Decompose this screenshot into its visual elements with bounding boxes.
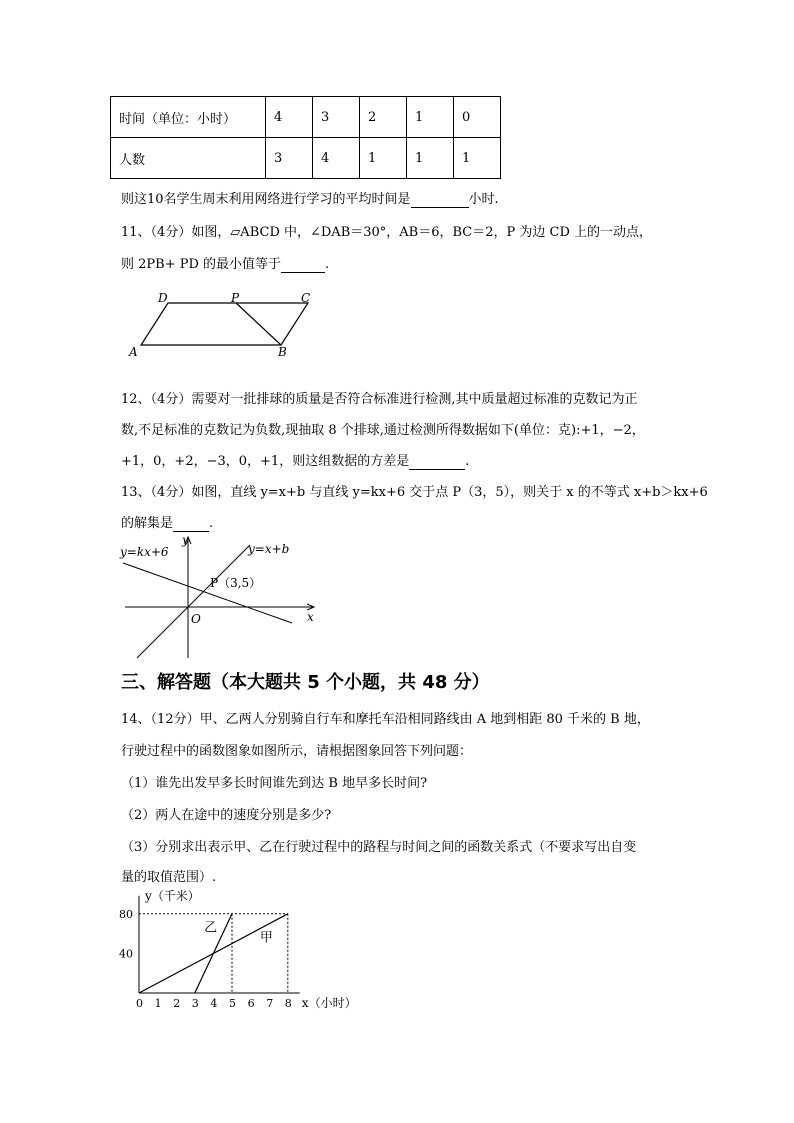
section-heading: 三、解答题（本大题共 5 个小题，共 48 分） (121, 672, 490, 693)
label-c: C (301, 291, 311, 305)
y-tick-label: 40 (119, 947, 133, 961)
origin-label: O (191, 612, 201, 626)
q11-end: . (325, 257, 330, 272)
table-cell: 时间（单位：小时） (111, 97, 266, 138)
table-cell: 人数 (111, 138, 266, 179)
q10-text: 则这10名学生周末利用网络进行学习的平均时间是 (121, 192, 411, 207)
x-tick-label: 4 (210, 997, 218, 1010)
question-10-tail (121, 188, 499, 208)
question-14-line1: 14、（12分）甲、乙两人分别骑自行车和摩托车沿相同路线由 A 地到相距 80 千米的 B 地， (121, 712, 650, 727)
q13-end: . (209, 516, 214, 531)
table-cell: 4 (266, 97, 313, 138)
line-x-plus-b (137, 545, 250, 658)
question-14-line2: 行驶过程中的函数图象如图所示，请根据图象回答下列问题： (121, 744, 473, 759)
q10-suffix: 小时. (468, 192, 499, 207)
series-label: 乙 (204, 920, 218, 936)
table-cell: 1 (454, 138, 501, 179)
question-12-line1: 12、（4分）需要对一批排球的质量是否符合标准进行检测,其中质量超过标准的克数记为正 (121, 392, 638, 407)
answer-blank (281, 257, 325, 273)
x-tick-label: 7 (266, 997, 274, 1010)
x-tick-label: 2 (173, 997, 181, 1010)
table-cell: 1 (407, 138, 454, 179)
x-tick-label: 0 (136, 997, 143, 1010)
q12-end: . (465, 454, 470, 469)
x-axis-title: x（小时） (301, 996, 357, 1010)
label-d: D (158, 291, 168, 305)
line-label-kx6: y=kx+6 (120, 545, 169, 559)
parallelogram-figure (120, 290, 320, 362)
table-row (111, 138, 501, 179)
table-cell: 3 (266, 138, 313, 179)
table-cell: 3 (313, 97, 360, 138)
y-tick-label: 80 (119, 907, 133, 921)
x-tick-label: 6 (247, 997, 255, 1010)
question-14-sub3a: （3）分别求出表示甲、乙在行驶过程中的路程与时间之间的函数关系式（不要求写出自变 (121, 840, 637, 855)
question-12-line2: 数,不足标准的克数记为负数,现抽取 8 个排球,通过检测所得数据如下(单位：克):+1，−2， (121, 423, 645, 438)
question-11-line1: 11、（4分）如图，▱ABCD 中，∠DAB＝30°，AB＝6，BC＝2，P 为边 CD 上的一动点， (121, 225, 653, 240)
question-14-sub1: （1）谁先出发早多长时间谁先到达 B 地早多长时间? (121, 776, 428, 791)
answer-blank (409, 454, 465, 470)
x-tick-label: 1 (154, 997, 162, 1010)
question-12-line3 (121, 450, 469, 470)
x-tick-label: 3 (191, 997, 199, 1010)
answer-blank (411, 192, 469, 208)
label-b: B (278, 345, 287, 359)
question-14-sub3b: 量的取值范围）. (121, 870, 217, 885)
table-cell: 4 (313, 138, 360, 179)
y-axis-title: y（千米） (145, 889, 200, 903)
table-row (111, 97, 501, 138)
table-cell: 1 (360, 138, 407, 179)
point-p-label: P（3,5） (210, 576, 262, 590)
q13-text: 的解集是 (121, 516, 174, 531)
time-count-table (110, 96, 501, 179)
y-axis-label: y (182, 533, 189, 547)
x-tick-label: 8 (284, 997, 292, 1010)
line-label-xb: y=x+b (248, 542, 290, 556)
table-cell: 0 (454, 97, 501, 138)
x-tick-label: 5 (229, 997, 236, 1010)
q12-text: +1，0，+2，−3，0，+1，则这组数据的方差是 (121, 454, 410, 469)
answer-blank (173, 516, 209, 532)
x-axis-label: x (307, 610, 314, 624)
line-kx-plus-6 (123, 563, 292, 623)
label-a: A (129, 345, 138, 359)
parallelogram-abcd (141, 303, 308, 345)
question-13-line2 (121, 512, 213, 532)
question-14-sub2: （2）两人在途中的速度分别是多少? (121, 808, 332, 823)
table-cell: 1 (407, 97, 454, 138)
q13-graph (118, 532, 328, 660)
series-label: 甲 (259, 930, 273, 946)
q11-text: 则 2PB+ PD 的最小值等于 (121, 257, 282, 272)
distance-time-chart (110, 884, 380, 1014)
segment-pb (236, 303, 281, 345)
question-13-line1: 13、（4分）如图，直线 y=x+b 与直线 y=kx+6 交于点 P（3，5），则关于 x 的不等式 x+b＞kx+6 (121, 485, 708, 500)
question-11-line2 (121, 253, 329, 273)
table-cell: 2 (360, 97, 407, 138)
label-p: P (231, 291, 240, 305)
